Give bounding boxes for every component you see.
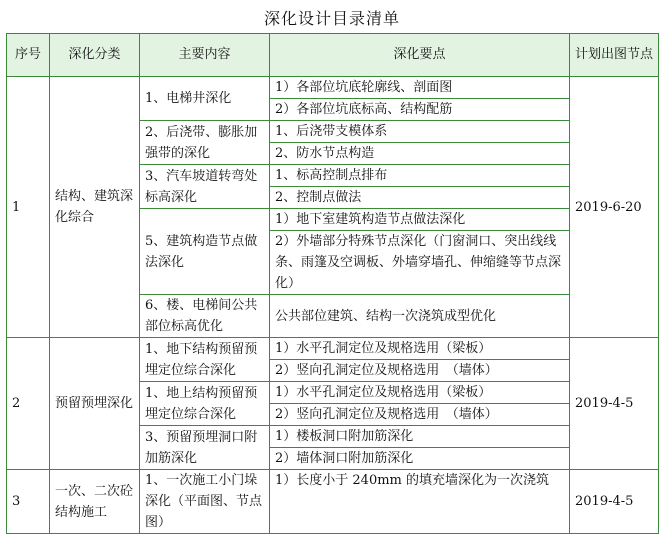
document-title: 深化设计目录清单: [263, 9, 400, 28]
content-item: 2、后浇带、膨胀加强带的深化: [140, 121, 270, 165]
point-item: 1）地下室建筑构造节点做法深化: [270, 209, 570, 231]
header-no: 序号: [7, 34, 50, 77]
group-number: 3: [7, 470, 50, 534]
point-item: 1）水平孔洞定位及规格选用（梁板）: [270, 338, 570, 360]
content-item: 5、建筑构造节点做法深化: [140, 209, 270, 295]
group-number: 2: [7, 338, 50, 470]
point-item: 2、防水节点构造: [270, 143, 570, 165]
header-date: 计划出图节点: [570, 34, 659, 77]
point-item: 2、控制点做法: [270, 187, 570, 209]
content-item: 3、预留预埋洞口附加筋深化: [140, 426, 270, 470]
group-date: 2019-6-20: [570, 77, 659, 338]
point-item: 2）外墙部分特殊节点深化（门窗洞口、突出线线条、雨篷及空调板、外墙穿墙孔、伸缩缝等节点深化）: [270, 231, 570, 295]
content-item: 1、地上结构预留预埋定位综合深化: [140, 382, 270, 426]
point-item: 1、标高控制点排布: [270, 165, 570, 187]
design-catalog-table: [6, 33, 659, 534]
content-item: 3、汽车坡道转弯处标高深化: [140, 165, 270, 209]
header-content: 主要内容: [140, 34, 270, 77]
group-category: 一次、二次砼结构施工: [50, 470, 140, 534]
point-item: 1）长度小于 240mm 的填充墙深化为一次浇筑: [270, 470, 570, 534]
point-item: 1、后浇带支模体系: [270, 121, 570, 143]
table-row: [7, 338, 659, 360]
group-number: 1: [7, 77, 50, 338]
point-item: 2）各部位坑底标高、结构配筋: [270, 99, 570, 121]
group-category: 结构、建筑深化综合: [50, 77, 140, 338]
header-row: [7, 34, 659, 77]
header-category: 深化分类: [50, 34, 140, 77]
point-item: 1）各部位坑底轮廓线、剖面图: [270, 77, 570, 99]
point-item: 公共部位建筑、结构一次浇筑成型优化: [270, 295, 570, 338]
group-category: 预留预埋深化: [50, 338, 140, 470]
point-item: 1）水平孔洞定位及规格选用（梁板）: [270, 382, 570, 404]
content-item: 1、一次施工小门垛深化（平面图、节点图）: [140, 470, 270, 534]
group-date: 2019-4-5: [570, 338, 659, 470]
table-row: [7, 77, 659, 99]
point-item: 2）墙体洞口附加筋深化: [270, 448, 570, 470]
point-item: 2）竖向孔洞定位及规格选用 （墙体）: [270, 404, 570, 426]
header-points: 深化要点: [270, 34, 570, 77]
point-item: 2）竖向孔洞定位及规格选用 （墙体）: [270, 360, 570, 382]
content-item: 6、楼、电梯间公共部位标高优化: [140, 295, 270, 338]
group-date: 2019-4-5: [570, 470, 659, 534]
content-item: 1、电梯井深化: [140, 77, 270, 121]
content-item: 1、地下结构预留预埋定位综合深化: [140, 338, 270, 382]
point-item: 1）楼板洞口附加筋深化: [270, 426, 570, 448]
